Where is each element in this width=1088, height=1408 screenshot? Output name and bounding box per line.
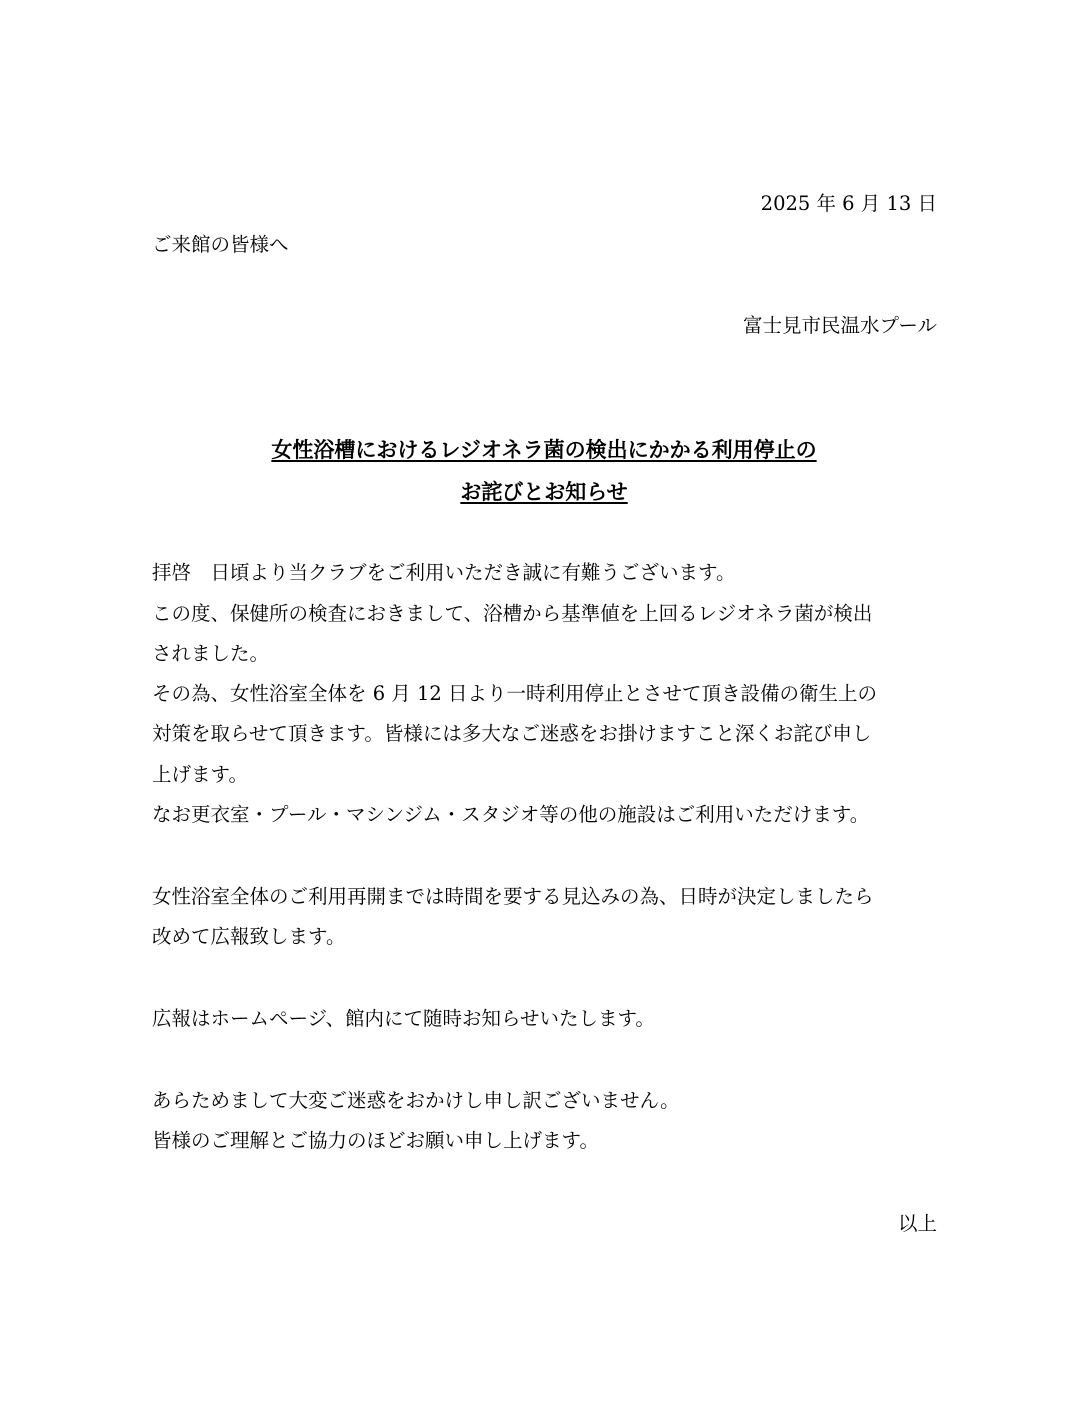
reopen-line: 改めて広報致します。 [152,925,346,948]
sender-name: 富士見市民温水プール [742,314,937,337]
body-line: 拝啓 日頃より当クラブをご利用いただき誠に有難うございます。 [152,561,736,584]
addressee: ご来館の皆様へ [152,233,289,256]
notice-line: 広報はホームページ、館内にて随時お知らせいたします。 [152,1007,655,1030]
body-line: 上げます。 [152,763,248,786]
body-line: なお更衣室・プール・マシンジム・スタジオ等の他の施設はご利用いただけます。 [152,803,870,826]
body-line: この度、保健所の検査におきまして、浴槽から基準値を上回るレジオネラ菌が検出 [152,602,873,625]
document-date: 2025 年 6 月 13 日 [760,192,937,215]
body-line: されました。 [152,642,270,665]
body-line: 対策を取らせて頂きます。皆様には多大なご迷惑をお掛けますこと深くお詫び申し [152,722,872,745]
closing-line: あらためまして大変ご迷惑をおかけし申し訳ございません。 [152,1089,680,1112]
body-line: その為、女性浴室全体を 6 月 12 日より一時利用停止とさせて頂き設備の衛生上の [152,682,878,705]
notice-title-line-1: 女性浴槽におけるレジオネラ菌の検出にかかる利用停止の [271,437,817,462]
reopen-line: 女性浴室全体のご利用再開までは時間を要する見込みの為、日時が決定しましたら [152,885,874,908]
closing-line: 皆様のご理解とご協力のほどお願い申し上げます。 [152,1129,599,1152]
notice-title-line-2: お詫びとお知らせ [460,479,628,504]
end-mark: 以上 [897,1212,937,1235]
